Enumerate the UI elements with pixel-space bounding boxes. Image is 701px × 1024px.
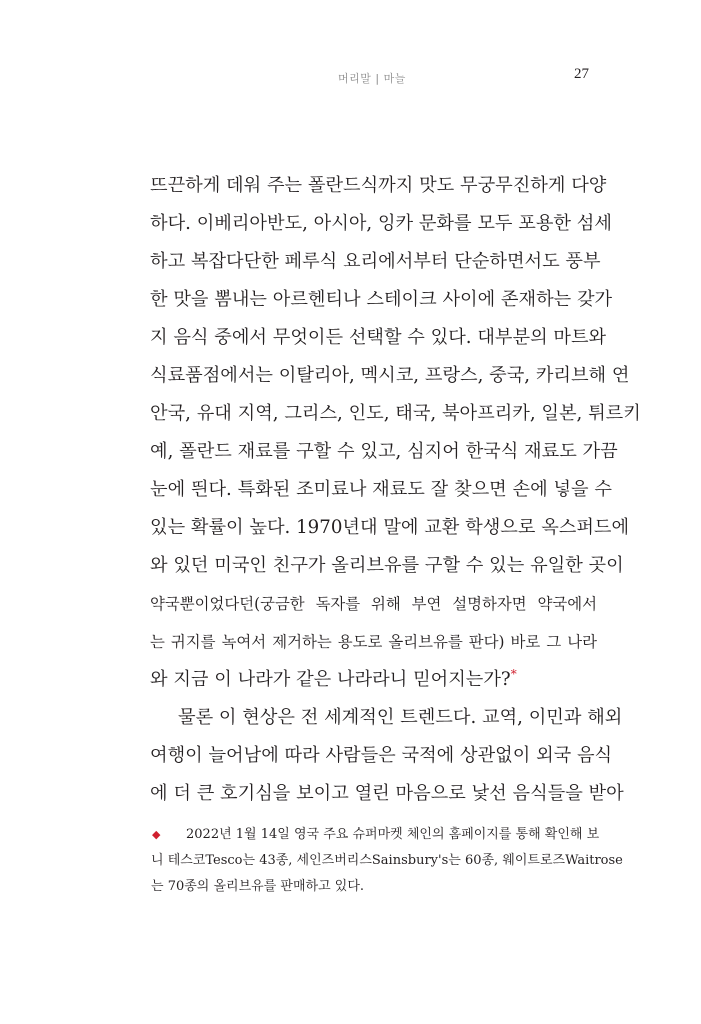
body-line: 약국뿐이었다던(궁금한 독자를 위해 부연 설명하자면 약국에서 bbox=[150, 595, 597, 613]
body-line: 지 음식 중에서 무엇이든 선택할 수 있다. 대부분의 마트와 bbox=[150, 327, 607, 348]
body-line: 물론 이 현상은 전 세계적인 트렌드다. 교역, 이민과 해외 bbox=[178, 707, 623, 728]
body-line: 예, 폴란드 재료를 구할 수 있고, 심지어 한국식 재료도 가끔 bbox=[150, 441, 618, 462]
footnote-marker-icon: ◆ bbox=[152, 828, 161, 841]
body-line: 뜨끈하게 데워 주는 폴란드식까지 맛도 무궁무진하게 다양 bbox=[150, 175, 607, 196]
body-line: 여행이 늘어남에 따라 사람들은 국적에 상관없이 외국 음식 bbox=[150, 745, 613, 766]
section-title: 머리말 | 마늘 bbox=[338, 72, 406, 85]
running-head bbox=[0, 64, 701, 88]
body-line: 와 있던 미국인 친구가 올리브유를 구할 수 있는 유일한 곳이 bbox=[150, 555, 624, 576]
body-line: 식료품점에서는 이탈리아, 멕시코, 프랑스, 중국, 카리브해 연 bbox=[150, 365, 630, 386]
body-line: 있는 확률이 높다. 1970년대 말에 교환 학생으로 옥스퍼드에 bbox=[150, 517, 630, 538]
body-line: 에 더 큰 호기심을 보이고 열린 마음으로 낯선 음식들을 받아 bbox=[150, 783, 624, 804]
body-line-with-note-ref bbox=[150, 661, 597, 699]
footnote-line: 2022년 1월 14일 영국 주요 슈퍼마켓 체인의 홈페이지를 통해 확인해 보 bbox=[186, 827, 600, 842]
footnote-reference: * bbox=[510, 666, 517, 681]
body-line: 안국, 유대 지역, 그리스, 인도, 태국, 북아프리카, 일본, 튀르키 bbox=[150, 403, 641, 424]
body-line: 눈에 띈다. 특화된 조미료나 재료도 잘 찾으면 손에 넣을 수 bbox=[150, 479, 612, 500]
body-line: 한 맛을 뽐내는 아르헨티나 스테이크 사이에 존재하는 갖가 bbox=[150, 289, 613, 310]
body-line: 하다. 이베리아반도, 아시아, 잉카 문화를 모두 포용한 섬세 bbox=[150, 213, 612, 234]
footnote-line: 니 테스코Tesco는 43종, 세인즈버리스Sainsbury's는 60종, 웨이트로즈Waitrose bbox=[151, 853, 623, 868]
body-line: 는 귀지를 녹여서 제거하는 용도로 올리브유를 판다) 바로 그 나라 bbox=[150, 633, 597, 651]
body-line-text: 와 지금 이 나라가 같은 나라라니 믿어지는가? bbox=[150, 669, 511, 690]
page-number: 27 bbox=[574, 66, 589, 82]
body-line: 하고 복잡다단한 페루식 요리에서부터 단순하면서도 풍부 bbox=[150, 251, 601, 272]
footnote-line: 는 70종의 올리브유를 판매하고 있다. bbox=[151, 879, 365, 894]
